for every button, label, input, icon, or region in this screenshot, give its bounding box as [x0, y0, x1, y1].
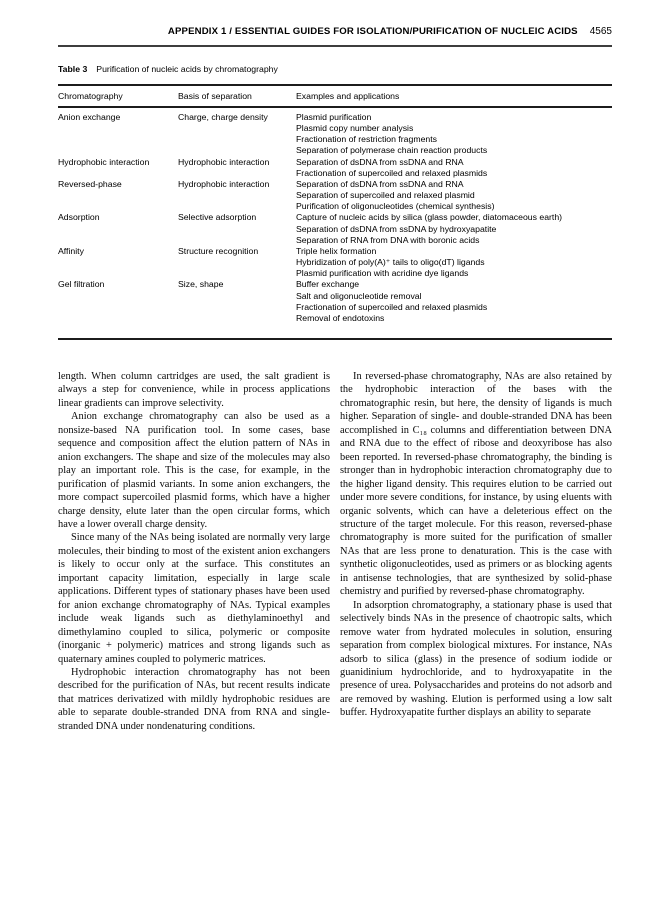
application-line: Plasmid copy number analysis [296, 123, 414, 134]
header-rule [58, 45, 612, 47]
cell-basis: Selective adsorption [178, 212, 257, 223]
application-line: Separation of dsDNA from ssDNA by hydroxyapatite [296, 223, 497, 234]
application-line: Separation of supercoiled and relaxed plasmid [296, 190, 475, 201]
cell-applications [296, 112, 612, 157]
cell-applications [296, 179, 612, 212]
application-line: Capture of nucleic acids by silica (glass powder, diatomaceous earth) [296, 212, 563, 223]
application-line: Separation of dsDNA from ssDNA and RNA [296, 156, 464, 167]
application-line: Buffer exchange [296, 279, 360, 290]
cell-basis: Structure recognition [178, 245, 259, 256]
table-row [58, 112, 612, 157]
cell-chromatography: Anion exchange [58, 112, 121, 122]
application-line: Fractionation of supercoiled and relaxed plasmids [296, 167, 488, 178]
text-column-left [58, 370, 330, 733]
paragraph: length. When column cartridges are used, the salt gradient is always a step for convenience, while in process applications linear gradients can improve selectivity. [58, 371, 330, 409]
application-line: Triple helix formation [296, 245, 377, 256]
paragraph: In reversed-phase chromatography, NAs are also retained by the hydrophobic interaction of the bases with the chromatographic resin, but here, the density of ligands is much higher. Separation of single- and double-stranded DNA has been accomplished in C₁₈ columns and differentiation between DNA and RNA due to the effect of ribose and deoxyribose has also been reported. In reversed-phase chromatography, the binding is stronger than in hydrophobic interaction chromatography due to the higher ligand density. This requires elution to be carried out under more severe conditions, for instance, by using eluents with organic solvents, which can have a deleterious effect on the structure of the target molecule. For this reason, reversed-phase chromatography is more suited for the purification of smaller NAs that are less prone to denaturation. This is the case with synthetic oligonucleotides, used as primers or as blocking agents in antisense technologies, that are synthesized by solid-phase chemistry and purified by reversed-phase chromatography. [340, 371, 612, 598]
table-body [58, 112, 612, 324]
cell-chromatography: Gel filtration [58, 279, 105, 290]
column-header-examples: Examples and applications [296, 91, 400, 101]
cell-chromatography: Adsorption [58, 212, 100, 223]
application-line: Purification of oligonucleotides (chemical synthesis) [296, 201, 495, 212]
table-row [58, 179, 612, 212]
table-row [58, 212, 612, 245]
text-column-right [340, 370, 612, 733]
paragraph: Since many of the NAs being isolated are normally very large molecules, their binding to most of the existent anion exchangers is likely to occur only at the surface. This constitutes an important capacity limitation, especially in large scale applications. Different types of stationary phases have been used for anion exchange chromatography of NAs. Typical examples include weak ligands such as diethylaminoethyl and dimethylamino coupled to silica, polymeric or composite (inorganic + polymeric) matrices and strong ligands such as quaternary amines coupled to polymeric matrices. [58, 532, 330, 665]
cell-chromatography: Hydrophobic interaction [58, 156, 150, 167]
table-caption-label: Table 3 [58, 64, 88, 74]
cell-basis: Charge, charge density [178, 112, 268, 122]
cell-basis: Hydrophobic interaction [178, 178, 270, 189]
application-line: Fractionation of supercoiled and relaxed plasmids [296, 301, 488, 312]
paragraph: Anion exchange chromatography can also be used as a nonsize-based NA purification tool. In some cases, base sequence and composition affect the elution pattern of NAs in anion exchangers. The shape and size of the molecules may also play an important role. This is the case, for example, in the purification of plasmid variants. In some anion exchangers, the more compact supercoiled plasmid forms, which have a higher charge density, elute later than the open circular forms, which have a lower overall charge density. [58, 411, 330, 530]
table-head-rule [58, 106, 612, 108]
cell-applications [296, 212, 612, 245]
table-row [58, 157, 612, 179]
application-line: Separation of polymerase chain reaction products [296, 145, 488, 156]
cell-basis: Hydrophobic interaction [178, 156, 270, 167]
running-head: APPENDIX 1 / ESSENTIAL GUIDES FOR ISOLATION/PURIFICATION OF NUCLEIC ACIDS [167, 26, 578, 37]
application-line: Salt and oligonucleotide removal [296, 290, 422, 301]
column-header-chromatography: Chromatography [58, 91, 123, 101]
cell-applications [296, 157, 612, 179]
table-caption [58, 64, 278, 74]
application-line: Fractionation of restriction fragments [296, 134, 437, 145]
application-line: Plasmid purification with acridine dye ligands [296, 268, 469, 279]
cell-applications [296, 246, 612, 279]
article-body [58, 370, 612, 733]
cell-basis: Size, shape [178, 279, 224, 290]
table-row [58, 279, 612, 324]
paragraph: Hydrophobic interaction chromatography has not been described for the purification of NAs, but recent results indicate that matrices derivatized with mildly hydrophobic residues are able to separate double-stranded DNA from RNA and single-stranded DNA under nondenaturing conditions. [58, 666, 330, 732]
application-line: Plasmid purification [296, 112, 372, 122]
page-number: 4565 [589, 26, 612, 37]
table-caption-text: Purification of nucleic acids by chromatography [96, 64, 278, 74]
application-line: Hybridization of poly(A)⁺ tails to oligo(dT) ligands [296, 257, 485, 268]
table-top-rule [58, 84, 612, 86]
table-bottom-rule [58, 338, 612, 340]
application-line: Removal of endotoxins [296, 312, 385, 323]
cell-chromatography: Affinity [58, 245, 84, 256]
cell-applications [296, 279, 612, 324]
paragraph: In adsorption chromatography, a stationary phase is used that selectively binds NAs in the presence of chaotropic salts, which remove water from hydrated molecules in solution, ensuring separation from complex biological mixtures. For instance, NAs adsorb to silica (glass) in the presence of sodium iodide or guanidinium hydrochloride, and to hydroxyapatite in the presence of urea. Polysaccharides and proteins do not adsorb and are removed by washing. Elution is performed using a low salt buffer. Hydroxyapatite further displays an ability to separate [340, 599, 612, 719]
application-line: Separation of dsDNA from ssDNA and RNA [296, 178, 464, 189]
table-header-row [58, 91, 612, 101]
column-header-basis: Basis of separation [178, 91, 252, 101]
cell-chromatography: Reversed-phase [58, 178, 122, 189]
table-row [58, 246, 612, 279]
application-line: Separation of RNA from DNA with boronic acids [296, 234, 480, 245]
page-header [58, 26, 612, 37]
